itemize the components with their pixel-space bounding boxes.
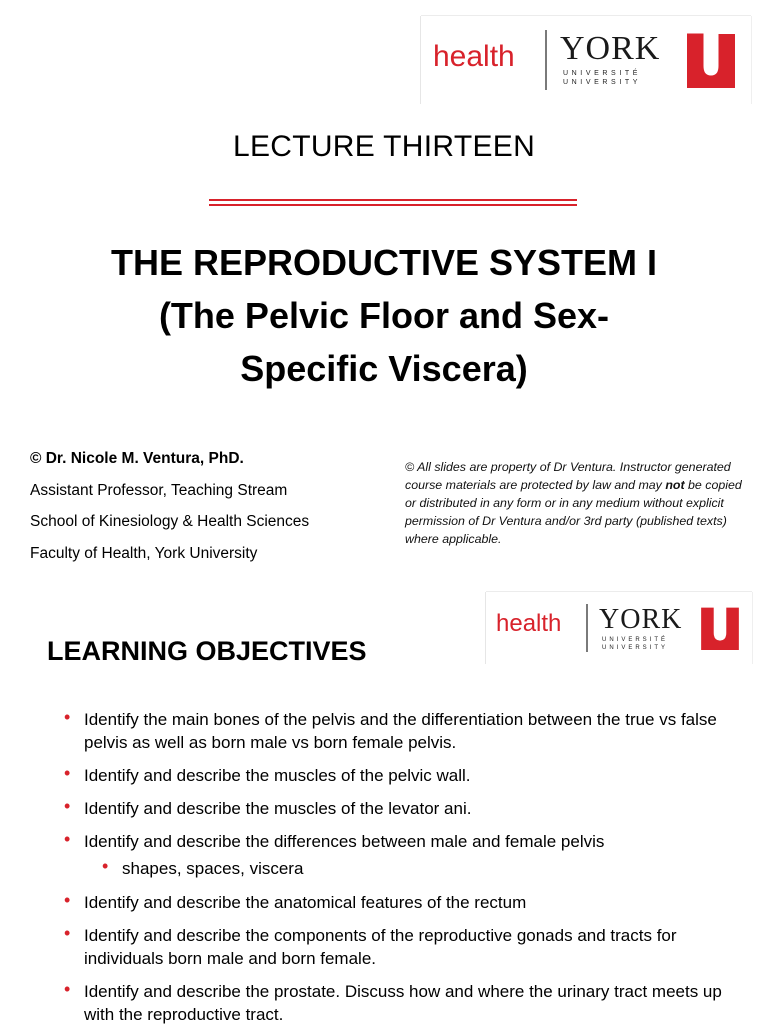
list-item: • Identify and describe the muscles of the pelvic wall. [64,763,471,785]
logo-york-text: YORK [599,604,683,635]
logo-university: UNIVERSITY [563,79,642,86]
learning-objectives-heading: LEARNING OBJECTIVES [47,636,367,666]
bullet-icon: • [64,979,71,999]
title-line-2: (The Pelvic Floor and Sex- [158,295,610,336]
lecture-number: LECTURE THIRTEEN [232,130,536,163]
author-name: © Dr. Nicole M. Ventura, PhD. [30,450,244,467]
logo-university-text [563,69,641,87]
logo-health-text: health [433,40,515,73]
title-rule-bottom [209,204,577,206]
bullet-icon: • [64,890,71,910]
logo-health-text: health [496,610,562,637]
logo-universite: UNIVERSITÉ [602,637,669,643]
list-item: • Identify the main bones of the pelvis and the differentiation between the true vs false pelvis as well as born male vs born female pelvis. [64,707,717,752]
title-rule-top [209,199,577,201]
title-line-1: THE REPRODUCTIVE SYSTEM I [110,242,658,283]
lecture-title [40,236,728,395]
copyright-emphasis: not [665,478,685,492]
logo-university-text [602,636,668,652]
logo-york-text: YORK [560,30,661,67]
title-line-3: Specific Viscera) [240,348,528,389]
bullet-icon: • [102,856,109,876]
bullet-icon: • [64,796,71,816]
author-faculty: Faculty of Health, York University [30,544,258,562]
bullet-icon: • [64,707,71,727]
logo-divider [545,30,547,90]
logo-university: UNIVERSITY [602,645,669,651]
bullet-icon: • [64,829,71,849]
copyright-notice: © All slides are property of Dr Ventura. Instructor generated course materials are protected by law and may not be copied or distributed in any form or in any medium without explicit permission of Dr Ventura and/or 3rd party (published texts) where applicable. [405,460,742,546]
york-health-logo [421,16,751,104]
york-u-icon [698,604,742,652]
bullet-icon: • [64,763,71,783]
bullet-icon: • [64,923,71,943]
author-block [30,443,309,569]
objectives-list [64,708,744,1036]
list-item: • Identify and describe the differences between male and female pelvis [64,829,605,851]
sub-list-item: • shapes, spaces, viscera [102,856,304,878]
author-position: Assistant Professor, Teaching Stream [30,481,288,499]
logo-divider [586,604,588,652]
list-item: • Identify and describe the anatomical features of the rectum [64,890,527,912]
list-item: • Identify and describe the components of the reproductive gonads and tracts for individuals born male and born female. [64,923,677,968]
logo-universite: UNIVERSITÉ [563,70,642,77]
author-school: School of Kinesiology & Health Sciences [30,513,310,530]
york-u-icon [683,30,739,90]
list-item: • Identify and describe the prostate. Discuss how and where the urinary tract meets up with the reproductive tract. [64,979,722,1024]
list-item: • Identify and describe the muscles of the levator ani. [64,796,472,818]
york-health-logo-small [486,592,752,664]
